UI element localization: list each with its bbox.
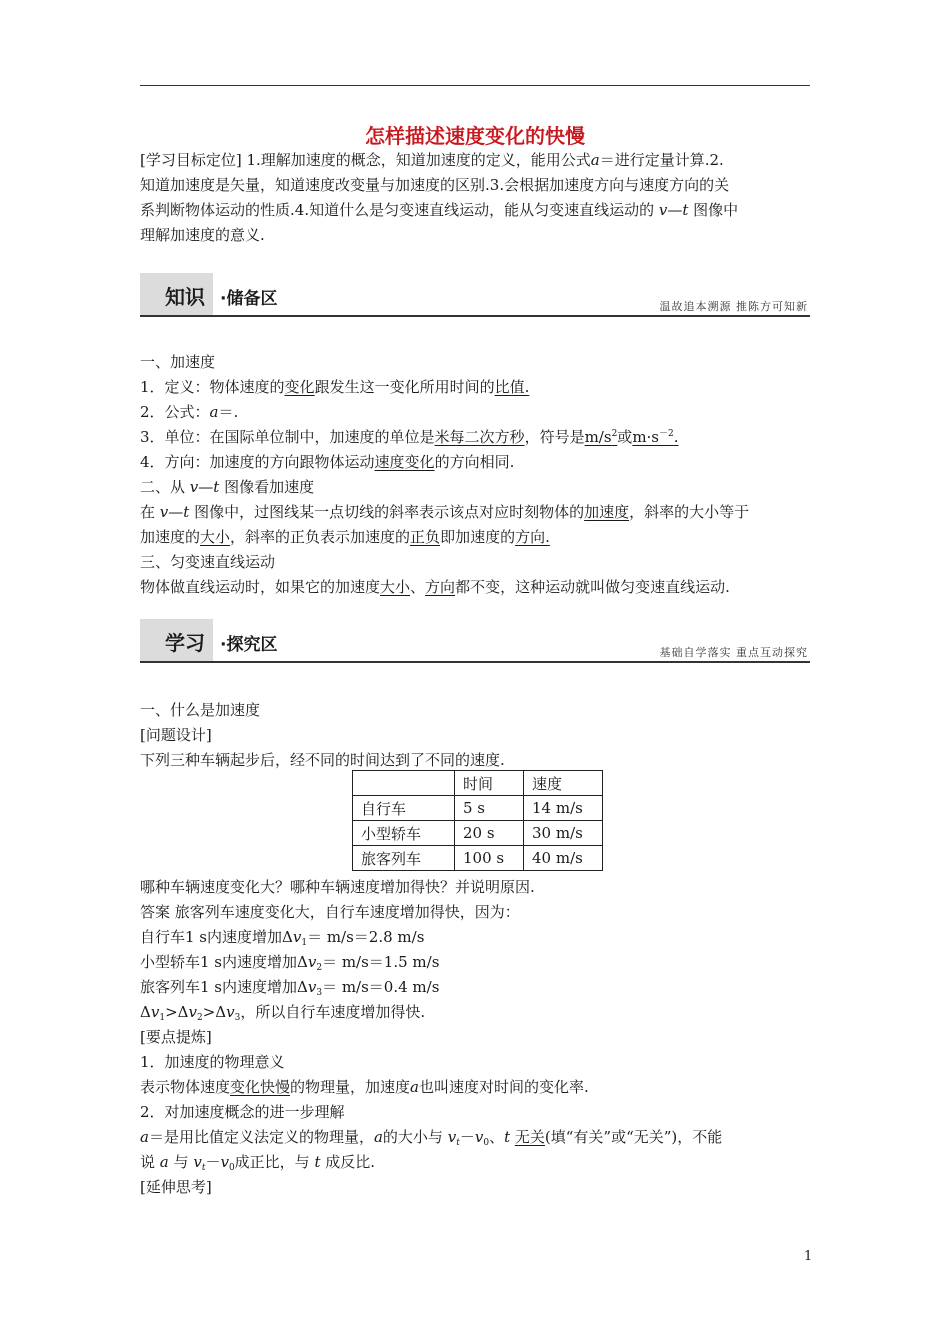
vt-graph-line: 在 v—t 图像中，过图线某一点切线的斜率表示该点对应时刻物体的加速度，斜率的大小等于 — [140, 503, 750, 521]
page-title: 怎样描述速度变化的快慢 — [365, 124, 585, 148]
objectives-line: 知道加速度是矢量，知道速度改变量与加速度的区别.3.会根据加速度方向与速度方向的关 — [140, 176, 730, 194]
calc-line: 旅客列车1 s内速度增加$\Delta v_3= m/s=0.4$ m/s — [140, 978, 440, 998]
section-header-knowledge — [140, 273, 810, 317]
vt-graph-line: 加速度的大小，斜率的正负表示加速度的正负即加速度的方向. — [140, 528, 550, 546]
comparison-line: $\Delta v_1>\Delta v_2>\Delta v_3$，所以自行车速度增加得快. — [140, 1003, 426, 1023]
tag-key-points: [要点提炼] — [140, 1028, 212, 1046]
table-cell: 40 m/s — [524, 846, 603, 871]
study-intro — [140, 698, 812, 773]
page-number: 1 — [804, 1249, 813, 1264]
uniform-motion-line: 物体做直线运动时，如果它的加速度大小、方向都不变，这种运动就叫做匀变速直线运动. — [140, 578, 730, 596]
section-major-title: 知识 — [165, 285, 205, 309]
header-rule — [140, 85, 810, 86]
tag-extended-thinking: [延伸思考] — [140, 1178, 212, 1196]
table-cell: 小型轿车 — [353, 821, 455, 846]
table-header-cell: 速度 — [524, 771, 603, 796]
objectives-line: [学习目标定位] 1.理解加速度的概念，知道加速度的定义，能用公式a＝进行定量计算.2. — [140, 151, 724, 169]
section-minor-title: ·储备区 — [220, 289, 278, 309]
answer-line: 答案 旅客列车速度变化大，自行车速度增加得快，因为： — [140, 903, 520, 921]
section-slogan: 温故追本溯源 推陈方可知新 — [659, 300, 808, 313]
objectives-line: 理解加速度的意义. — [140, 226, 265, 244]
table-cell: 旅客列车 — [353, 846, 455, 871]
knowledge-content — [140, 350, 812, 600]
vehicle-table — [352, 770, 603, 871]
heading-uniform-motion: 三、匀变速直线运动 — [140, 553, 276, 571]
keypoint-line: 说 a 与 $v_t-v_0$成正比，与 t 成反比. — [140, 1153, 376, 1173]
calc-line: 小型轿车1 s内速度增加$\Delta v_2= m/s=1.5$ m/s — [140, 953, 440, 973]
calc-line: 自行车1 s内速度增加$\Delta v_1= m/s=2.8$ m/s — [140, 928, 425, 948]
table-header-cell — [353, 771, 455, 796]
section-header-study — [140, 619, 810, 663]
tag-problem-design: [问题设计] — [140, 726, 212, 744]
problem-intro: 下列三种车辆起步后，经不同的时间达到了不同的速度. — [140, 751, 505, 769]
keypoint-line: 表示物体速度变化快慢的物理量，加速度a也叫速度对时间的变化率. — [140, 1078, 589, 1096]
section-minor-title: ·探究区 — [220, 635, 278, 655]
keypoint-heading: 2．对加速度概念的进一步理解 — [140, 1103, 345, 1121]
table-row — [353, 796, 603, 821]
formula-line: 2．公式：a＝. — [140, 403, 239, 421]
keypoint-line: a＝是用比值定义法定义的物理量，a的大小与 $v_t-v_0$、t 无关(填“有关”或“无关”)，不能 — [140, 1128, 723, 1148]
study-content — [140, 875, 812, 1200]
question-line: 哪种车辆速度变化大？哪种车辆速度增加得快？并说明原因. — [140, 878, 535, 896]
learning-objectives — [140, 148, 812, 248]
keypoint-heading: 1．加速度的物理意义 — [140, 1053, 285, 1071]
heading-vt-graph: 二、从 v—t 图像看加速度 — [140, 478, 315, 496]
table-cell: 100 s — [455, 846, 524, 871]
table-cell: 自行车 — [353, 796, 455, 821]
table-header-row — [353, 771, 603, 796]
heading-what-is-acceleration: 一、什么是加速度 — [140, 701, 261, 719]
table-header-cell: 时间 — [455, 771, 524, 796]
direction-line: 4．方向：加速度的方向跟物体运动速度变化的方向相同. — [140, 453, 515, 471]
heading-acceleration: 一、加速度 — [140, 353, 216, 371]
table-cell: 14 m/s — [524, 796, 603, 821]
table-row — [353, 846, 603, 871]
section-slogan: 基础自学落实 重点互动探究 — [659, 646, 808, 659]
unit-line: 3．单位：在国际单位制中，加速度的单位是米每二次方秒，符号是$m/s^2$或$m\cdot s^{-2}$. — [140, 428, 679, 446]
section-rule — [140, 315, 810, 317]
table-row — [353, 821, 603, 846]
definition-line: 1．定义：物体速度的变化跟发生这一变化所用时间的比值. — [140, 378, 530, 396]
section-rule — [140, 661, 810, 663]
table-cell: 20 s — [455, 821, 524, 846]
objectives-line: 系判断物体运动的性质.4.知道什么是匀变速直线运动，能从匀变速直线运动的 v—t 图像中 — [140, 201, 739, 219]
table-cell: 30 m/s — [524, 821, 603, 846]
section-major-title: 学习 — [165, 631, 205, 655]
table-cell: 5 s — [455, 796, 524, 821]
